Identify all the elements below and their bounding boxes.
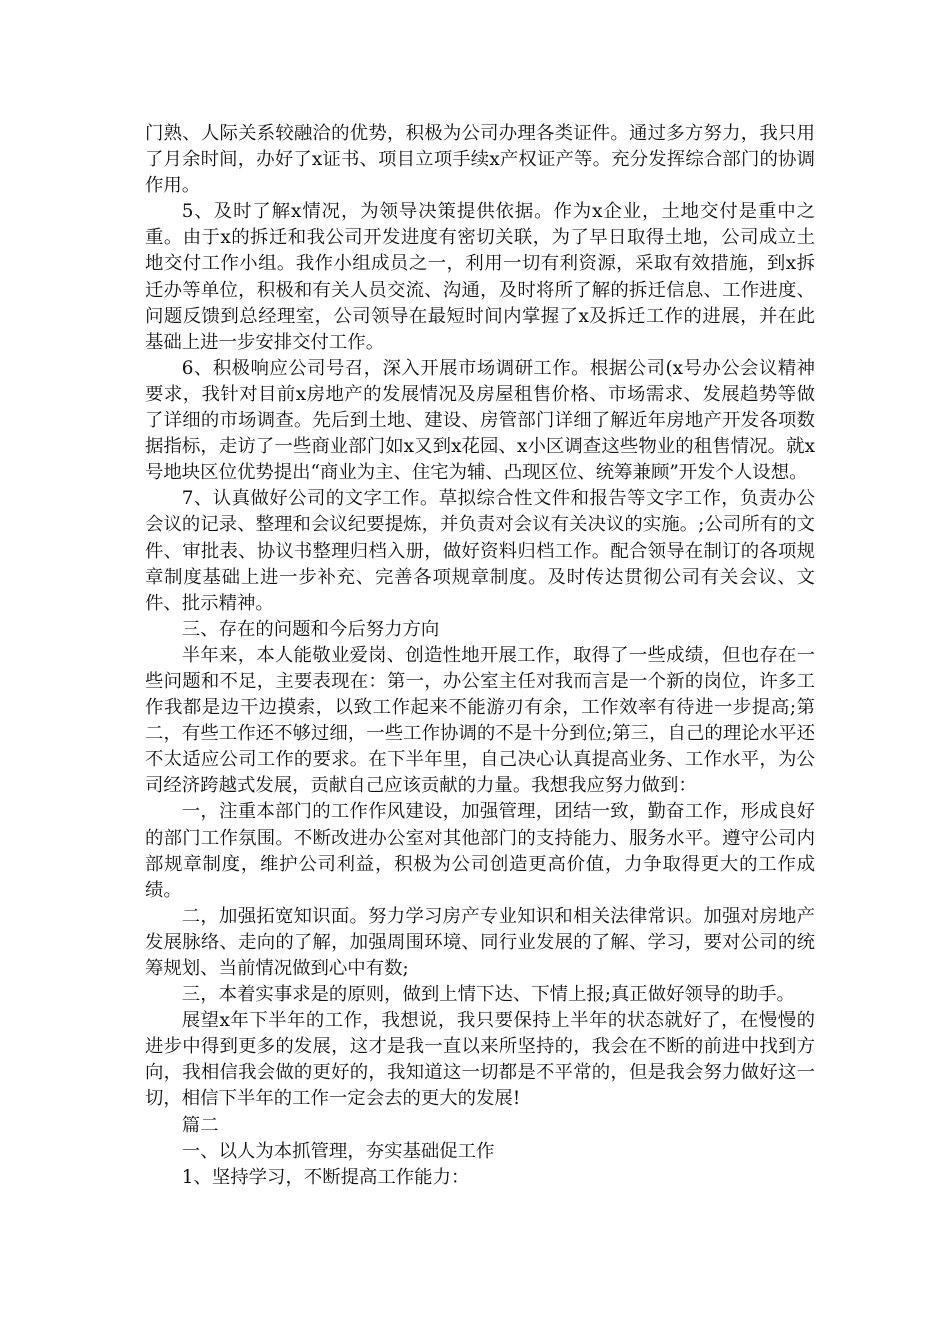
paragraph-point-two: 二，加强拓宽知识面。努力学习房产专业知识和相关法律常识。加强对房地产发展脉络、走向的了解，加强周围环境、同行业发展的了解、学习，要对公司的统筹规划、当前情况做到心中有数;	[145, 905, 815, 979]
paragraph-outlook: 展望x年下半年的工作，我想说，我只要保持上半年的状态就好了，在慢慢的进步中得到更多的发展，这才是我一直以来所坚持的，我会在不断的前进中找到方向，我相信我会做的更好的，我知道这一切都是不平常的，但是我会努力做好这一切，相信下半年的工作一定会去的更大的发展!	[145, 1010, 815, 1110]
paragraph-item-7: 7、认真做好公司的文字工作。草拟综合性文件和报告等文字工作，负责办公会议的记录、整理和会议纪要提炼，并负责对会议有关决议的实施。;公司所有的文件、审批表、协议书整理归档入册，做好资料归档工作。配合领导在制订的各项规章制度基础上进一步补充、完善各项规章制度。及时传达贯彻公司有关会议、文件、批示精神。	[145, 488, 815, 614]
document-body	[145, 121, 815, 1191]
section-heading-management: 一、以人为本抓管理，夯实基础促工作	[181, 1140, 495, 1162]
subheading-study: 1、坚持学习，不断提高工作能力：	[181, 1166, 470, 1188]
paragraph-half-year-review: 半年来，本人能敬业爱岗、创造性地开展工作，取得了一些成绩，但也存在一些问题和不足，主要表现在：第一，办公室主任对我而言是一个新的岗位，许多工作我都是边干边摸索，以致工作起来不能游刃有余，工作效率有待进一步提高;第二，有些工作还不够过细，一些工作协调的不是十分到位;第三，自己的理论水平还不太适应公司工作的要求。在下半年里，自己决心认真提高业务、工作水平，为公司经济跨越式发展，贡献自己应该贡献的力量。我想我应努力做到：	[145, 644, 815, 797]
section-heading-problems: 三、存在的问题和今后努力方向	[181, 618, 440, 640]
paragraph-point-one: 一，注重本部门的工作作风建设，加强管理，团结一致，勤奋工作，形成良好的部门工作氛围。不断改进办公室对其他部门的支持能力、服务水平。遵守公司内部规章制度，维护公司利益，积极为公司创造更高价值，力争取得更大的工作成绩。	[145, 801, 815, 901]
paragraph-item-5: 5、及时了解x情况，为领导决策提供依据。作为x企业，土地交付是重中之重。由于x的拆迁和我公司开发进度有密切关联，为了早日取得土地，公司成立土地交付工作小组。我作小组成员之一，利用一切有利资源，采取有效措施，到x拆迁办等单位，积极和有关人员交流、沟通，及时将所了解的拆迁信息、工作进度、问题反馈到总经理室，公司领导在最短时间内掌握了x及拆迁工作的进展，并在此基础上进一步安排交付工作。	[145, 201, 815, 353]
paragraph-item-6: 6、积极响应公司号召，深入开展市场调研工作。根据公司(x号办公会议精神要求，我针对目前x房地产的发展情况及房屋租售价格、市场需求、发展趋势等做了详细的市场调查。先后到土地、建设、房管部门详细了解近年房地产开发各项数据指标，走访了一些商业部门如x又到x花园、x小区调查这些物业的租售情况。就x号地块区位优势提出“商业为主、住宅为辅、凸现区位、统筹兼顾”开发个人设想。	[145, 357, 815, 484]
paragraph-continuation: 门熟、人际关系较融洽的优势，积极为公司办理各类证件。通过多方努力，我只用了月余时间，办好了x证书、项目立项手续x产权证产等。充分发挥综合部门的协调作用。	[145, 123, 815, 197]
paragraph-point-three: 三，本着实事求是的原则，做到上情下达、下情上报;真正做好领导的助手。	[181, 984, 795, 1006]
section-heading-part-two: 篇二	[181, 1114, 219, 1136]
